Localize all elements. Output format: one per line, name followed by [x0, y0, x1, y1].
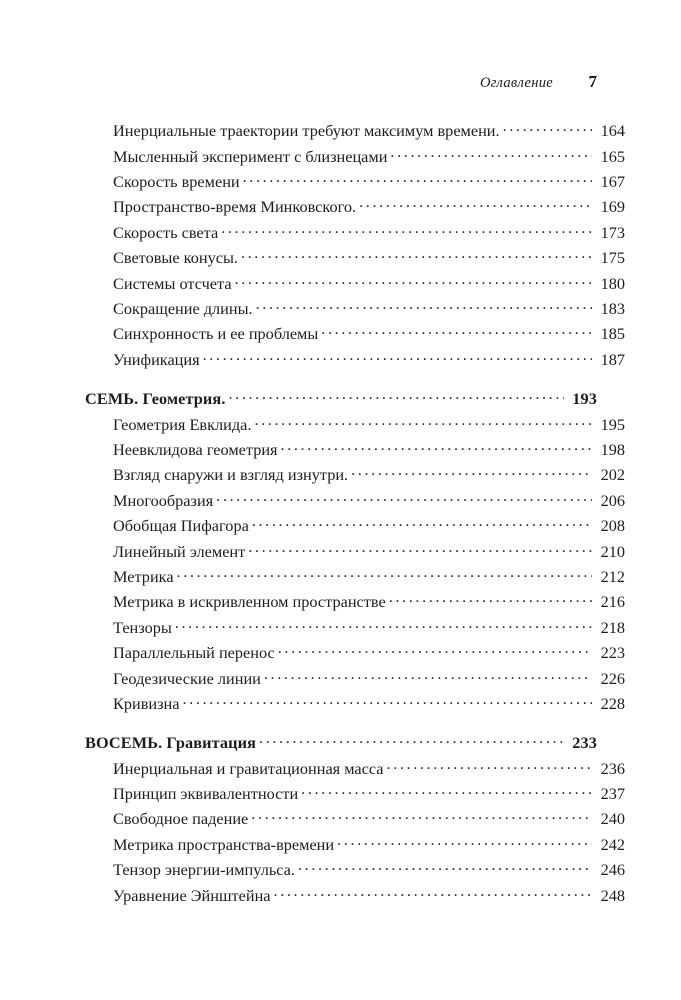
toc-section-entry[interactable]: [85, 783, 625, 808]
toc-section-entry[interactable]: [85, 272, 625, 297]
toc-entry-page-number: 208: [600, 516, 625, 536]
dot-leader: [175, 616, 592, 632]
toc-section-entry[interactable]: [85, 196, 625, 221]
toc-entry-title: Скорость света: [113, 222, 219, 242]
toc-section-entry[interactable]: [85, 616, 625, 641]
toc-entry-page-number: 175: [600, 248, 625, 268]
running-head-title: Оглавление: [480, 75, 553, 91]
toc-entry-title: Метрика в искривленном пространстве: [113, 592, 386, 612]
toc-entry-title: Скорость времени: [113, 172, 240, 192]
toc-section-entry[interactable]: [85, 464, 625, 489]
toc-entry-title: Многообразия: [113, 490, 214, 510]
toc-section-entry[interactable]: [85, 859, 625, 884]
toc-entry-title: Мысленный эксперимент с близнецами: [113, 146, 388, 166]
toc-entry-page-number: 223: [600, 643, 625, 663]
dot-leader: [251, 808, 592, 824]
dot-leader: [264, 667, 592, 683]
dot-leader: [298, 859, 592, 875]
toc-entry-title: Инерциальные траектории требуют максимум времени.: [113, 121, 500, 141]
toc-entry-title: Параллельный перенос: [113, 643, 275, 663]
toc-section-entry[interactable]: [85, 323, 625, 348]
toc-section-entry[interactable]: [85, 693, 625, 718]
dot-leader: [229, 388, 565, 404]
toc-entry-title: Метрика: [113, 566, 174, 586]
toc-section-entry[interactable]: [85, 591, 625, 616]
dot-leader: [389, 591, 592, 607]
toc-section-entry[interactable]: [85, 540, 625, 565]
toc-entry-page-number: 183: [600, 299, 625, 319]
dot-leader: [390, 145, 592, 161]
toc-entry-title: Линейный элемент: [113, 541, 246, 561]
toc-entry-page-number: 167: [600, 172, 625, 192]
toc-entry-page-number: 165: [600, 146, 625, 166]
dot-leader: [183, 693, 593, 709]
dot-leader: [337, 834, 592, 850]
toc-section-entry[interactable]: [85, 247, 625, 272]
toc-entry-page-number: 180: [600, 273, 625, 293]
toc-entry-title: Инерциальная и гравитационная масса: [113, 758, 384, 778]
running-head-folio: 7: [588, 72, 597, 91]
toc-entry-page-number: 237: [600, 784, 625, 804]
dot-leader: [203, 349, 592, 365]
toc-entry-page-number: 236: [600, 758, 625, 778]
toc-entry-title: СЕМЬ. Геометрия.: [85, 389, 226, 409]
toc-entry-page-number: 212: [600, 566, 625, 586]
toc-entry-title: ВОСЕМЬ. Гравитация: [85, 733, 257, 753]
toc-chapter-entry[interactable]: [85, 388, 597, 413]
toc-entry-page-number: 185: [600, 324, 625, 344]
toc-entry-title: Сокращение длины.: [113, 299, 253, 319]
toc-chapter-entry[interactable]: [85, 732, 597, 757]
toc-section-entry[interactable]: [85, 667, 625, 692]
running-head: [85, 72, 597, 96]
dot-leader: [216, 489, 592, 505]
dot-leader: [359, 196, 592, 212]
toc-section-entry[interactable]: [85, 489, 625, 514]
dot-leader: [259, 732, 564, 748]
toc-entry-page-number: 242: [600, 834, 625, 854]
toc-entry-page-number: 164: [600, 121, 625, 141]
toc-entry-title: Принцип эквивалентности: [113, 784, 299, 804]
toc-entry-page-number: 248: [600, 885, 625, 905]
toc-entry-title: Кривизна: [113, 693, 180, 713]
toc-entry-title: Неевклидова геометрия: [113, 439, 278, 459]
toc-entry-title: Световые конусы.: [113, 248, 238, 268]
dot-leader: [281, 439, 592, 455]
toc-entry-page-number: 202: [600, 465, 625, 485]
toc-section-entry[interactable]: [85, 808, 625, 833]
toc-entry-title: Системы отсчета: [113, 273, 232, 293]
dot-leader: [243, 171, 592, 187]
dot-leader: [254, 413, 592, 429]
dot-leader: [278, 642, 592, 658]
toc-entry-page-number: 187: [600, 349, 625, 369]
toc-section-entry[interactable]: [85, 120, 625, 145]
toc-entry-title: Синхронность и ее проблемы: [113, 324, 319, 344]
dot-leader: [235, 272, 592, 288]
dot-leader: [351, 464, 592, 480]
dot-leader: [252, 515, 592, 531]
toc-entry-page-number: 193: [572, 389, 597, 409]
dot-leader: [321, 323, 592, 339]
toc-section-entry[interactable]: [85, 145, 625, 170]
toc-entry-page-number: 169: [600, 197, 625, 217]
dot-leader: [248, 540, 592, 556]
dot-leader: [387, 757, 592, 773]
toc-entry-page-number: 210: [600, 541, 625, 561]
dot-leader: [301, 783, 592, 799]
toc-entry-title: Геометрия Евклида.: [113, 414, 252, 434]
toc-section-entry[interactable]: [85, 515, 625, 540]
toc-section-entry[interactable]: [85, 413, 625, 438]
toc-section-entry[interactable]: [85, 834, 625, 859]
toc-entry-title: Тензоры: [113, 617, 172, 637]
dot-leader: [221, 222, 592, 238]
table-of-contents: [85, 120, 625, 910]
toc-entry-page-number: 246: [600, 860, 625, 880]
toc-section-entry[interactable]: [85, 566, 625, 591]
dot-leader: [177, 566, 592, 582]
toc-entry-title: Пространство-время Минковского.: [113, 197, 357, 217]
toc-section-entry[interactable]: [85, 171, 625, 196]
toc-entry-title: Геодезические линии: [113, 668, 261, 688]
toc-section-entry[interactable]: [85, 757, 625, 782]
toc-entry-page-number: 233: [572, 733, 597, 753]
toc-section-entry[interactable]: [85, 298, 625, 323]
toc-entry-title: Обобщая Пифагора: [113, 516, 249, 536]
toc-section-entry[interactable]: [85, 349, 625, 374]
toc-entry-title: Взгляд снаружи и взгляд изнутри.: [113, 465, 349, 485]
toc-entry-page-number: 206: [600, 490, 625, 510]
toc-entry-title: Уравнение Эйнштейна: [113, 885, 271, 905]
toc-entry-page-number: 216: [600, 592, 625, 612]
toc-section-entry[interactable]: [85, 222, 625, 247]
toc-entry-title: Унификация: [113, 349, 200, 369]
toc-entry-title: Свободное падение: [113, 809, 249, 829]
toc-entry-title: Тензор энергии-импульса.: [113, 860, 295, 880]
toc-entry-page-number: 228: [600, 693, 625, 713]
toc-entry-page-number: 218: [600, 617, 625, 637]
toc-entry-page-number: 240: [600, 809, 625, 829]
toc-entry-page-number: 226: [600, 668, 625, 688]
toc-entry-title: Метрика пространства-времени: [113, 834, 335, 854]
toc-entry-page-number: 195: [600, 414, 625, 434]
dot-leader: [256, 298, 592, 314]
toc-section-entry[interactable]: [85, 439, 625, 464]
toc-entry-page-number: 173: [600, 222, 625, 242]
toc-section-entry[interactable]: [85, 642, 625, 667]
dot-leader: [503, 120, 592, 136]
toc-section-entry[interactable]: [85, 884, 625, 909]
toc-entry-page-number: 198: [600, 439, 625, 459]
dot-leader: [241, 247, 592, 263]
dot-leader: [274, 884, 592, 900]
